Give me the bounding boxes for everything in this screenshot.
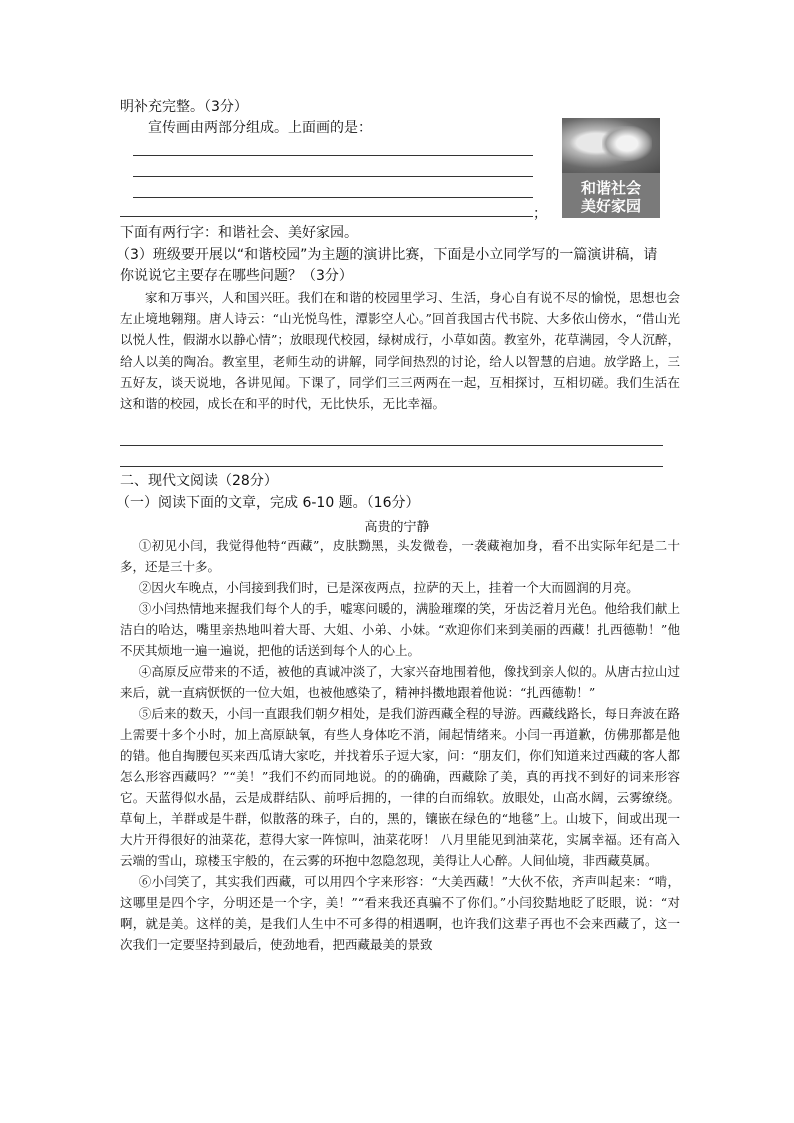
harmony-poster-image <box>562 118 660 218</box>
question-3-line2: 你说说它主要存在哪些问题？（3分） <box>120 268 353 284</box>
poster-description-prompt: 宣传画由两部分组成。上面画的是： <box>148 120 372 136</box>
question-intro-line: 明补充完整。（3分） <box>120 99 248 115</box>
speech-paragraph: 家和万事兴，人和国兴旺。我们在和谐的校园里学习、生活，身心自有说不尽的愉悦，思想也会左止境地翱翔。唐人诗云：“山光悦鸟性，潭影空人心。”回首我国古代书院、大多依山傍水，“借山光以悦人性，假湖水以静心情”；放眼现代校园，绿树成行，小草如茵。教室外，花草满园，令人沉醉，给人以美的陶冶。教室里，老师生动的讲解，同学间热烈的讨论，给人以智慧的启迪。放学路上，三五好友，谈天说地，各讲见闻。下课了，同学们三三两两在一起，互相探讨，互相切磋。我们生活在这和谐的校园，成长在和平的时代，无比快乐，无比幸福。 <box>120 290 680 412</box>
article-paragraph-5: ⑤后来的数天，小闫一直跟我们朝夕相处，是我们游西藏全程的导游。西藏线路长，每日奔波在路上需要十多个小时，加上高原缺氧，有些人身体吃不消，闹起情绪来。小闫一再道歉，仿佛那都是他的错。他自掏腰包买来西瓜请大家吃，并找着乐子逗大家，问：“朋友们，你们知道来过西藏的客人都怎么形容西藏吗？”“美！”我们不约而同地说。的的确确，西藏除了美，真的再找不到好的词来形容它。天蓝得似水晶，云是成群结队、前呼后拥的，一律的白而绵软。放眼处，山高水阔，云雾缭绕。草甸上，羊群或是牛群，似散落的珠子，白的，黑的，镶嵌在绿色的“地毯”上。山坡下，间或出现一大片开得很好的油菜花，惹得大家一阵惊叫，油菜花呀！ 八月里能见到油菜花，实属幸福。还有高入云端的雪山，琼楼玉宇般的，在云雾的环抱中忽隐忽现，美得让人心醉。人间仙境，非西藏莫属。 <box>120 706 680 868</box>
article-paragraph-3: ③小闫热情地来握我们每个人的手，嘘寒问暖的，满脸璀璨的笑，牙齿泛着月光色。他给我们献上洁白的哈达，嘴里亲热地叫着大哥、大姐、小弟、小妹。“欢迎你们来到美丽的西藏！扎西德勒！”他不厌其烦地一遍一遍说，把他的话送到每个人的心上。 <box>120 601 680 658</box>
article-title: 高贵的宁静 <box>364 520 430 535</box>
poster-text-line2: 美好家园 <box>580 197 641 215</box>
answer-line-4 <box>120 216 533 217</box>
article-paragraph-6: ⑥小闫笑了，其实我们西藏，可以用四个字来形容：“大美西藏！”大伙不依，齐声叫起来：“啃，这哪里是四个字，分明还是一个字，美！”“看来我还真骗不了你们。”小闫狡黠地眨了眨眼，说：“对啊，就是美。这样的美，是我们人生中不可多得的相遇啊，也许我们这辈子再也不会来西藏了，这一次我们一定要坚持到最后，使劲地看，把西藏最美的景致 <box>120 874 680 952</box>
answer-line-1 <box>133 155 533 156</box>
article-paragraph-2: ②因火车晚点，小闫接到我们时，已是深夜两点，拉萨的天上，挂着一个大而圆润的月亮。 <box>138 580 639 595</box>
answer-line-3 <box>133 197 533 198</box>
question-3-line1: （3）班级要开展以“和谐校园”为主题的演讲比赛，下面是小立同学写的一篇演讲稿，请 <box>116 247 658 263</box>
poster-text-line1: 和谐社会 <box>580 179 641 197</box>
poster-caption-line: 下面有两行字：和谐社会、美好家园。 <box>120 225 358 241</box>
article-paragraph-1: ①初见小闫，我觉得他特“西藏”，皮肤黝黑，头发微卷，一袭藏袍加身，看不出实际年纪是二十多，还是三十多。 <box>120 538 680 574</box>
hands-highlight <box>602 126 652 161</box>
answer-line-5 <box>120 445 663 446</box>
article-paragraph-4: ④高原反应带来的不适，被他的真诚冲淡了，大家兴奋地围着他，像找到亲人似的。从唐古拉山过来后，就一直病恹恹的一位大姐，也被他感染了，精神抖擞地跟着他说：“扎西德勒！” <box>120 664 680 700</box>
article-body <box>120 535 680 955</box>
section-heading: 二、现代文阅读（28分） <box>120 473 278 489</box>
answer-line-2 <box>133 176 533 177</box>
speech-draft <box>120 287 680 414</box>
answer-line-6 <box>120 466 663 467</box>
section-instruction: （一）阅读下面的文章，完成 6-10 题。（16分） <box>116 495 420 511</box>
answer-end-mark: ； <box>533 206 547 222</box>
